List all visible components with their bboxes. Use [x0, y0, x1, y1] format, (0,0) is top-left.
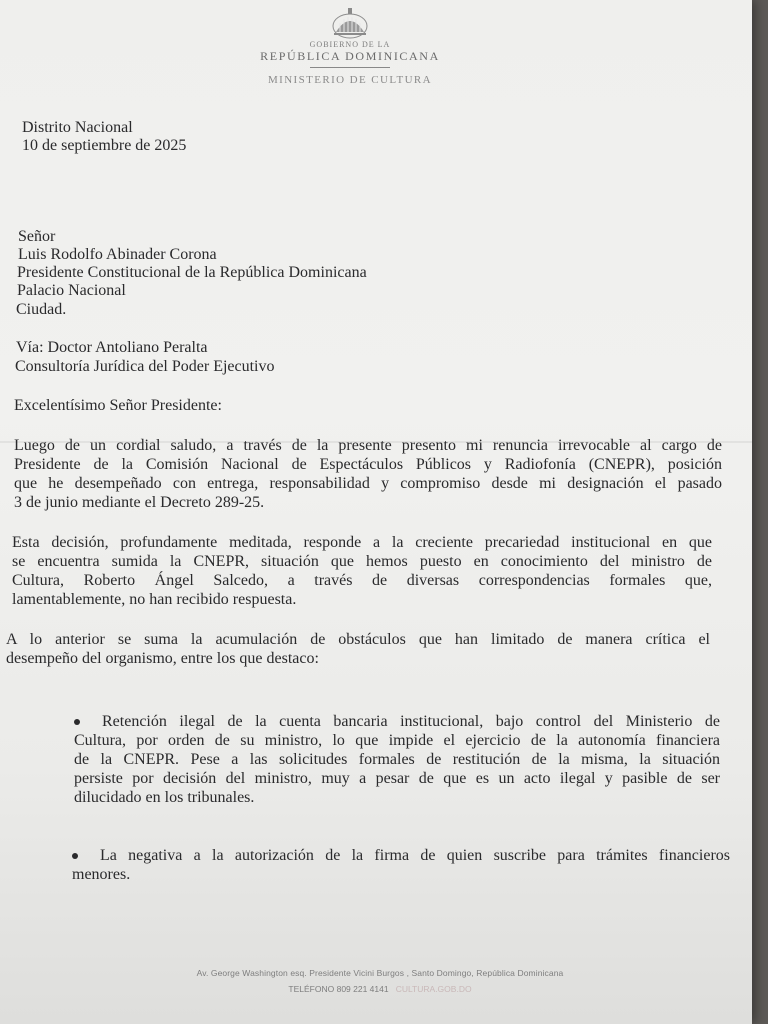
paragraph-line: Esta decisión, profundamente meditada, responde a la creciente precariedad institucional en que	[12, 534, 712, 551]
letterhead-republica: REPÚBLICA DOMINICANA	[260, 49, 440, 63]
via-office: Consultoría Jurídica del Poder Ejecutivo	[15, 358, 275, 375]
paragraph-line: lamentablemente, no han recibido respuesta.	[12, 591, 297, 608]
bullet-signature	[72, 846, 730, 884]
paragraph-line: dilucidado en los tribunales.	[74, 789, 255, 806]
greeting: Excelentísimo Señor Presidente:	[14, 397, 222, 414]
bullet-icon	[74, 719, 80, 725]
footer-web: CULTURA.GOB.DO	[395, 984, 472, 994]
footer-phone: TELÉFONO 809 221 4141	[288, 984, 389, 994]
paragraph-line: Cultura, por orden de su ministro, lo que impide el ejercicio de la autonomía financiera	[74, 732, 720, 749]
paragraph-line: se encuentra sumida la CNEPR, situación que hemos puesto en conocimiento del ministro de	[12, 553, 712, 570]
letter-footer	[150, 968, 610, 994]
recipient-name: Luis Rodolfo Abinader Corona	[18, 246, 217, 263]
via-line: Vía: Doctor Antoliano Peralta	[16, 339, 208, 356]
recipient-office: Palacio Nacional	[17, 282, 126, 299]
recipient-title: Señor	[18, 228, 56, 245]
paragraph-reason	[12, 533, 712, 609]
paragraph-line: Presidente de la Comisión Nacional de Espectáculos Públicos y Radiofonía (CNEPR), posición	[14, 456, 722, 473]
paragraph-line	[72, 846, 730, 865]
place: Distrito Nacional	[22, 119, 133, 136]
recipient-city: Ciudad.	[16, 301, 67, 318]
paragraph-line: Luego de un cordial saludo, a través de la presente presento mi renuncia irrevocable al cargo de	[14, 437, 722, 454]
date: 10 de septiembre de 2025	[22, 137, 187, 154]
paragraph-line: 3 de junio mediante el Decreto 289-25.	[14, 494, 265, 511]
footer-contact	[150, 984, 610, 994]
coat-of-arms-icon	[328, 6, 372, 40]
footer-address: Av. George Washington esq. Presidente Vicini Burgos , Santo Domingo, República Dominicana	[196, 968, 564, 978]
paragraph-line: que he desempeñado con entrega, responsabilidad y compromiso desde mi designación el pasado	[14, 475, 722, 492]
letterhead-ministerio: MINISTERIO DE CULTURA	[267, 74, 433, 86]
letterhead-gobierno: GOBIERNO DE LA	[309, 40, 391, 49]
paragraph-obstacles	[6, 630, 710, 668]
paragraph-line: Cultura, Roberto Ángel Salcedo, a través de diversas correspondencias formales que,	[12, 572, 712, 589]
bullet-bank-account	[74, 712, 720, 807]
letterhead-divider	[310, 67, 390, 68]
recipient-position: Presidente Constitucional de la República Dominicana	[17, 264, 367, 281]
paragraph-line: persiste por decisión del ministro, muy a pesar de que es un acto ilegal y pasible de ser	[74, 770, 720, 787]
letterhead	[250, 6, 450, 86]
paragraph-resignation	[14, 436, 722, 512]
paragraph-line: de la CNEPR. Pese a las solicitudes formales de restitución de la misma, la situación	[74, 751, 720, 768]
bullet-text: Retención ilegal de la cuenta bancaria institucional, bajo control del Ministerio de	[102, 713, 720, 730]
paragraph-line: menores.	[72, 866, 131, 883]
paragraph-line: desempeño del organismo, entre los que destaco:	[6, 650, 319, 667]
paragraph-line	[74, 712, 720, 731]
bullet-icon	[72, 853, 78, 859]
paragraph-line: A lo anterior se suma la acumulación de obstáculos que han limitado de manera crítica el	[6, 631, 710, 648]
bullet-text: La negativa a la autorización de la firma de quien suscribe para trámites financieros	[100, 847, 730, 864]
